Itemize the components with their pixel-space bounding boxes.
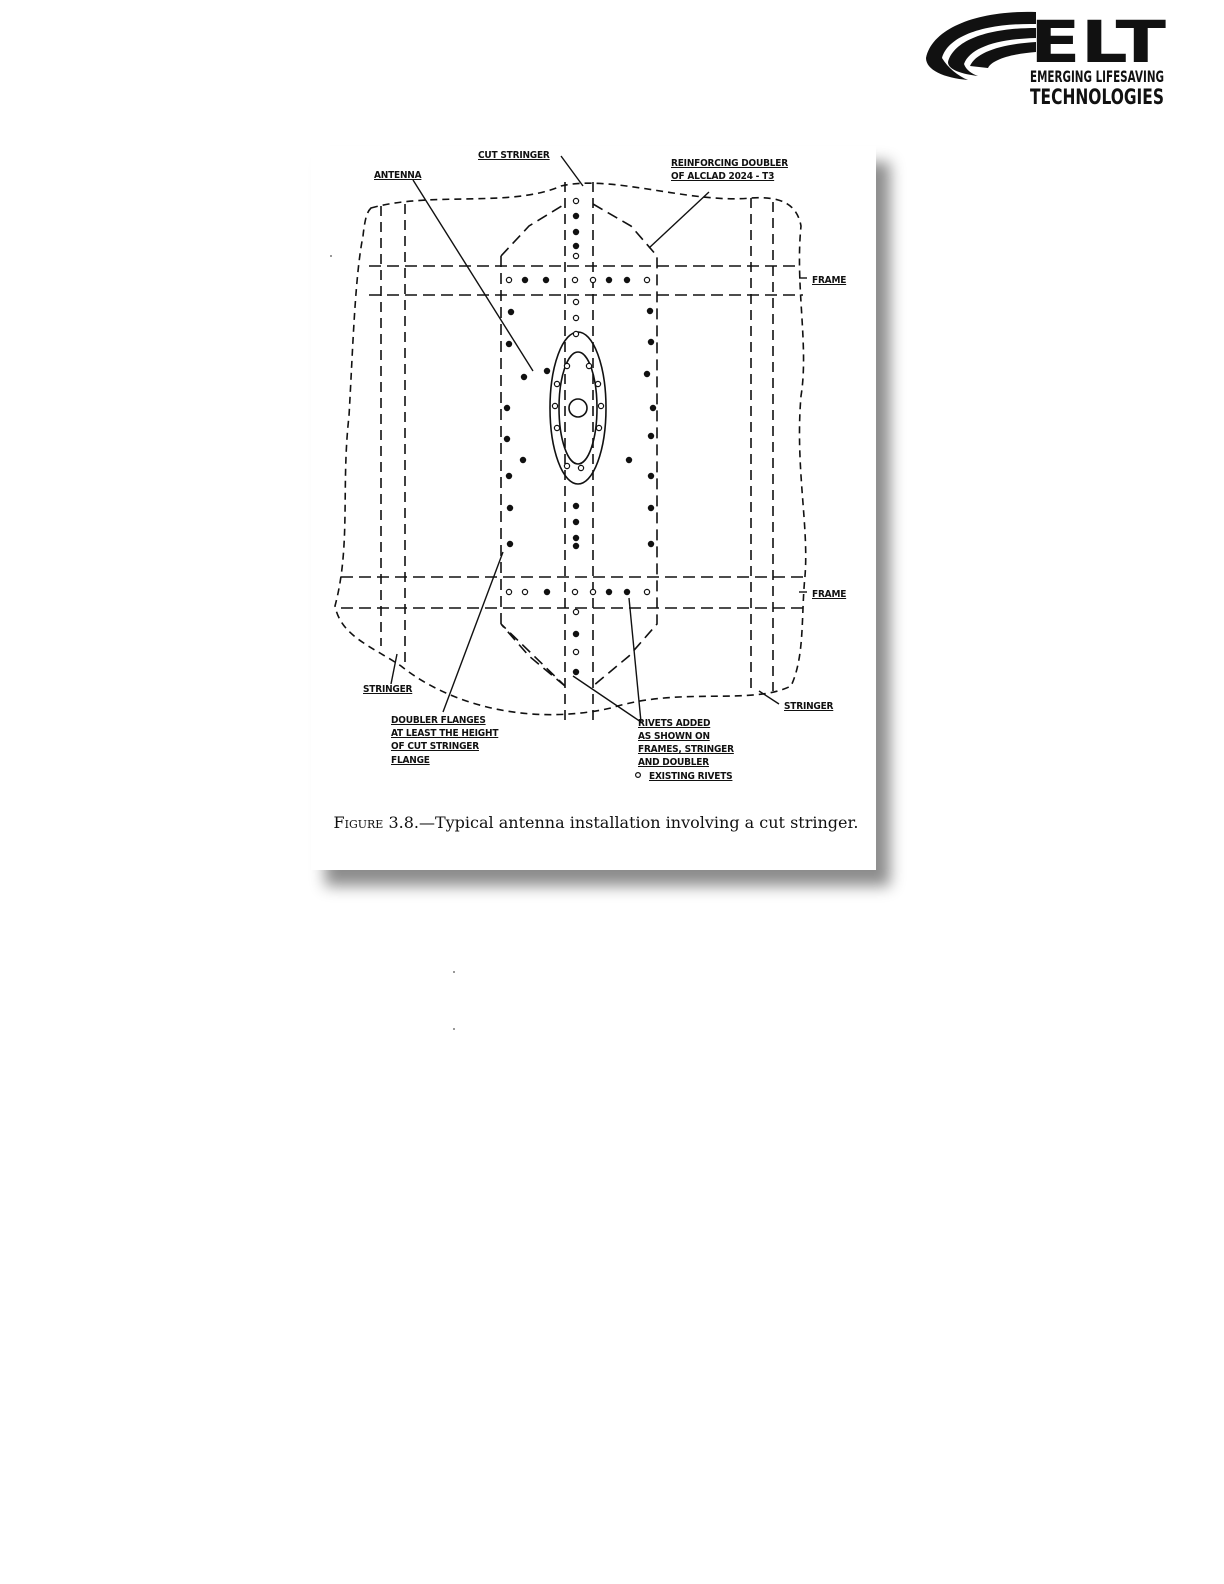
caption-prefix: Figure	[333, 813, 384, 832]
speck-2	[453, 971, 455, 973]
speck-3	[453, 1028, 455, 1030]
logo-line1: EMERGING LIFESAVING	[1030, 67, 1164, 86]
reinforcing-doubler	[501, 204, 657, 686]
caption-text: 3.8.—Typical antenna installation involving a cut stringer.	[388, 813, 859, 832]
label-rivets-line2: AS SHOWN ON	[638, 731, 710, 742]
label-flanges-line2: AT LEAST THE HEIGHT	[391, 728, 499, 739]
logo-letters: ELT	[1030, 8, 1167, 76]
label-doubler-line1: REINFORCING DOUBLER	[671, 158, 788, 169]
elt-logo	[918, 6, 1168, 108]
label-stringer-left: STRINGER	[363, 684, 413, 695]
label-rivets-line1: RIVETS ADDED	[638, 718, 711, 729]
label-flanges-line3: OF CUT STRINGER	[391, 741, 479, 752]
label-antenna: ANTENNA	[374, 170, 422, 181]
figure-card	[311, 146, 876, 870]
label-flanges-line1: DOUBLER FLANGES	[391, 715, 486, 726]
logo-line2: TECHNOLOGIES	[1030, 85, 1164, 109]
label-stringer-right: STRINGER	[784, 701, 834, 712]
label-rivets-line4: AND DOUBLER	[638, 757, 709, 768]
label-rivets-line3: FRAMES, STRINGER	[638, 744, 734, 755]
label-existing-rivets: EXISTING RIVETS	[649, 771, 733, 782]
label-flanges-line4: FLANGE	[391, 755, 430, 766]
figure-caption	[331, 812, 861, 834]
logo-swoosh-icon	[926, 12, 1036, 80]
label-frame-top: FRAME	[812, 275, 847, 286]
label-frame-bottom: FRAME	[812, 589, 847, 600]
label-doubler-line2: OF ALCLAD 2024 - T3	[671, 171, 775, 182]
rivets	[504, 198, 655, 777]
speck-1	[330, 255, 332, 257]
antenna-center	[569, 399, 587, 417]
antenna-installation-diagram	[311, 146, 876, 870]
label-cut-stringer: CUT STRINGER	[478, 150, 550, 161]
